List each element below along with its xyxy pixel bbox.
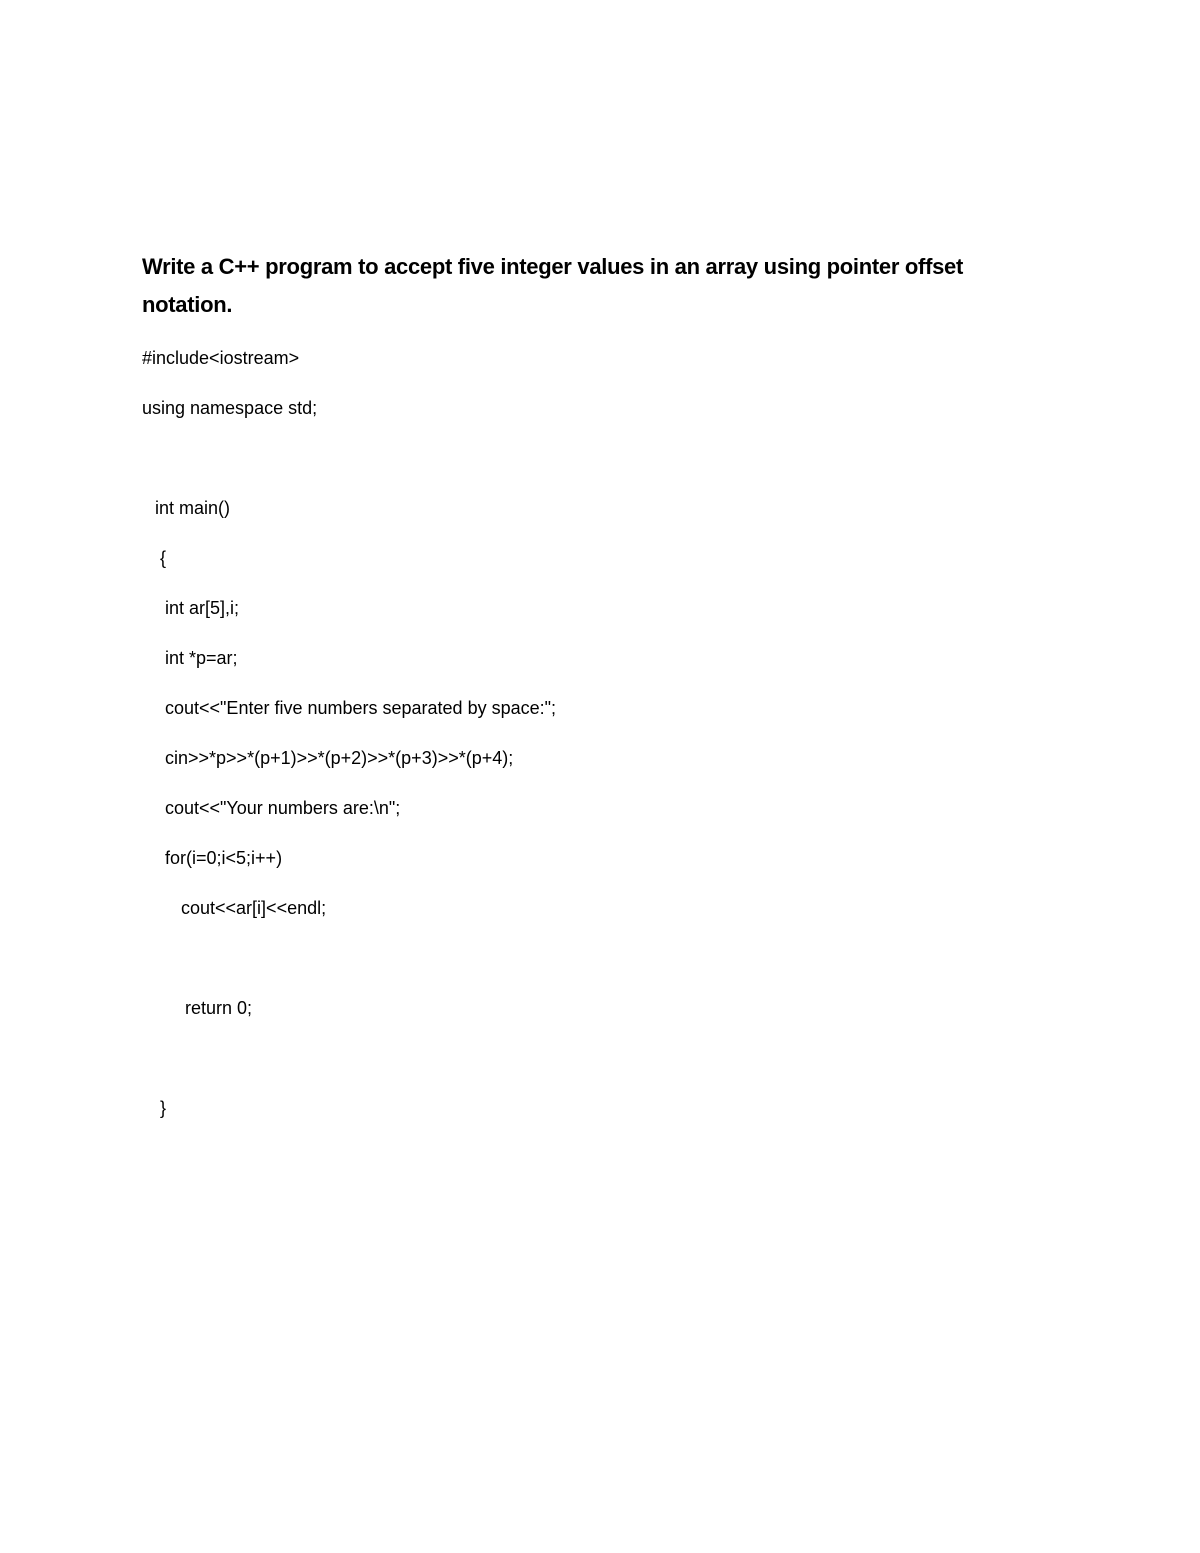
code-line-input: cin>>*p>>*(p+1)>>*(p+2)>>*(p+3)>>*(p+4); (165, 748, 514, 768)
code-line-loop-body: cout<<ar[i]<<endl; (181, 898, 327, 918)
code-line-prompt: cout<<"Enter five numbers separated by space:"; (165, 698, 556, 718)
code-line-pointer-decl: int *p=ar; (165, 648, 238, 668)
code-line-array-decl: int ar[5],i; (165, 598, 240, 618)
code-line-for-loop: for(i=0;i<5;i++) (165, 848, 283, 868)
code-line-output-label: cout<<"Your numbers are:\n"; (165, 798, 401, 818)
code-line-return: return 0; (185, 998, 253, 1018)
code-line-close-brace: } (160, 1098, 167, 1118)
question-heading: Write a C++ program to accept five integer values in an array using pointer offset notation. (142, 254, 964, 317)
code-line-include: #include<iostream> (142, 348, 300, 368)
code-line-main: int main() (155, 498, 231, 518)
code-line-open-brace: { (160, 548, 167, 568)
code-line-namespace: using namespace std; (142, 398, 318, 418)
